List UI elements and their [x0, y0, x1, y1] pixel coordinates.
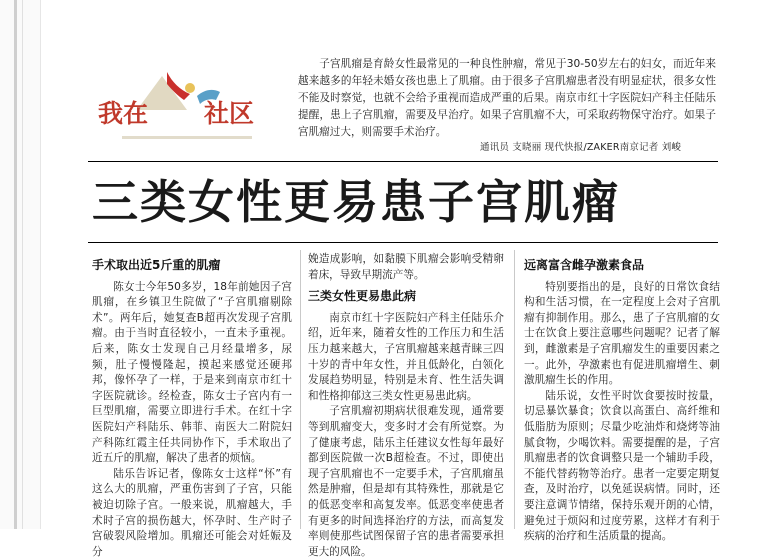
divider-rule [88, 242, 718, 243]
section-heading: 远离富含雌孕激素食品 [524, 258, 645, 272]
paragraph: 娩造成影响，如黏膜下肌瘤会影响受精卵着床，导致早期流产等。 [308, 253, 504, 281]
paragraph: 陈女士今年50多岁，18年前她因子宫肌瘤，在乡镇卫生院做了“子宫肌瘤剔除术”。两年后，她复查B超再次发现子宫肌瘤。由于当时直径较小，一直未予重视。后来，陈女士发现自己月经量增多，尿频，肚子慢慢隆起，摸起来感觉还硬邦邦，像怀孕了一样，于是来到南京市红十字医院就诊。经检查，陈女士子宫内有一巨型肌瘤，需要立即进行手术。在红十字医院妇产科陆乐、韩菲、南医大二附院妇产科陈红霞主任共同协作下，手术取出了近五斤的肌瘤，解决了患者的烦恼。 [92, 280, 292, 465]
byline: 通讯员 支晓丽 现代快报/ZAKER南京记者 刘峻 [480, 142, 682, 153]
binding-edge [0, 0, 41, 529]
divider-rule [88, 161, 718, 162]
article-column-2 [308, 252, 504, 560]
headline: 三类女性更易患子宫肌瘤 [92, 175, 620, 229]
paragraph: 陆乐告诉记者，像陈女士这样“怀”有这么大的肌瘤，严重伤害到了子宫，只能被迫切除子宫。一般来说，肌瘤越大，手术时子宫的损伤越大，怀孕时、生产时子宫破裂风险增加。肌瘤还可能会对妊娠及分 [92, 467, 292, 558]
paragraph: 子宫肌瘤初期病状很难发现，通常要等到肌瘤变大，变多时才会有所觉察。为了健康考虑，陆乐主任建议女性每年最好都到医院做一次B超检查。不过，即使出现子宫肌瘤也不一定要手术，子宫肌瘤虽然是肿瘤，但是却有其特殊性，那就是它的低恶变率和高复发率。低恶变率使患者有更多的时间选择治疗的方法，而高复发率则使那些试图保留子宫的患者需要承担更大的风险。 [308, 405, 504, 558]
svg-text:我在: 我在 [98, 99, 149, 128]
paragraph: 特别要指出的是，良好的日常饮食结构和生活习惯，在一定程度上会对子宫肌瘤有抑制作用。那么，患了子宫肌瘤的女士在饮食上要注意哪些问题呢？记者了解到，雌激素是子宫肌瘤发生的重要因素之一。此外，孕激素也有促进肌瘤增生、刺激肌瘤生长的作用。 [524, 280, 720, 387]
binding-edge-line [14, 0, 17, 529]
paragraph: 陆乐说，女性平时饮食要按时按量，切忌暴饮暴食；饮食以高蛋白、高纤维和低脂肪为原则；尽量少吃油炸和烧烤等油腻食物，少喝饮料。需要提醒的是，子宫肌瘤患者的饮食调整只是一个辅助手段，不能代替药物等治疗。患者一定要定期复查，及时治疗，以免延误病情。同时，还要注意调节情绪，保持乐观开朗的心情，避免过于烦闷和过度劳累，这样才有利于疾病的治疗和生活质量的提高。 [524, 389, 720, 543]
article-column-3 [524, 252, 720, 545]
column-divider [300, 250, 301, 529]
intro-paragraph [298, 56, 716, 141]
column-logo-graphic [92, 66, 297, 156]
section-heading: 手术取出近5斤重的肌瘤 [92, 258, 221, 272]
column-divider [514, 250, 515, 529]
binding-edge-line [22, 0, 23, 529]
svg-text:社区: 社区 [204, 99, 255, 128]
article-column-1 [92, 252, 292, 560]
column-logo [92, 66, 297, 156]
section-heading: 三类女性更易患此病 [308, 289, 417, 304]
paragraph: 南京市红十字医院妇产科主任陆乐介绍，近年来，随着女性的工作压力和生活压力越来越大，子宫肌瘤越来越青睐三四十岁的青中年女性，并且低龄化，白领化发展趋势明显，特别是未育、性生活失调和性格抑郁这三类女性更易患此病。 [308, 311, 504, 402]
intro-text: 子宫肌瘤是育龄女性最常见的一种良性肿瘤，常见于30-50岁左右的妇女，而近年来越来越多的年轻未婚女孩也患上了肌瘤。由于很多子宫肌瘤患者没有明显症状，很多女性不能及时察觉，也就不会给予重视而造成严重的后果。南京市红十字医院妇产科主任陆乐提醒，患上子宫肌瘤，需要及早治疗。如果子宫肌瘤不大，可采取药物保守治疗。如果子宫肌瘤过大，则需要手术治疗。 [298, 58, 716, 138]
